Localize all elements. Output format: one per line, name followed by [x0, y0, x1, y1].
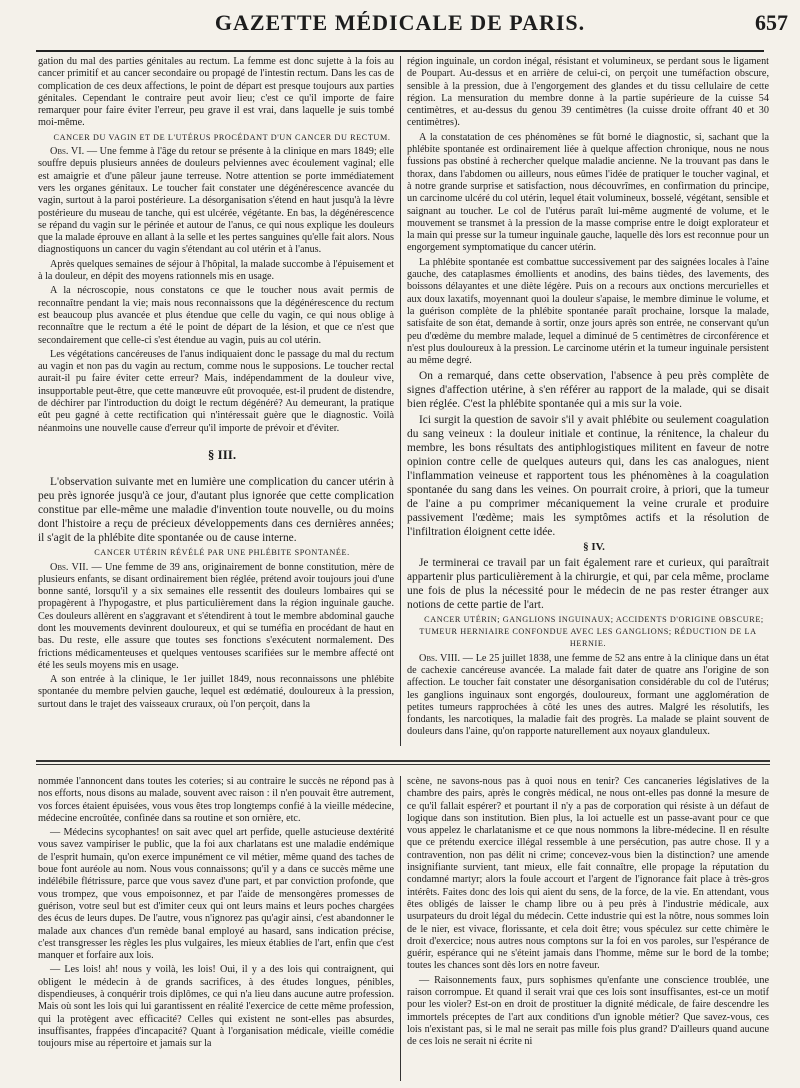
paragraph: Ici surgit la question de savoir s'il y avait phlébite ou seulement coagulation du sang veineux : la douleur initiale et continue, la rénitence, la chaleur du membre, les bons résultats des antiphlogistiques militent en faveur de notre opinion contre celle de quelques auteurs qui, dans les cas analogues, nient l'inflammation veineuse et rapportent tous les phénomènes à la coagulation spontanée du sang dans les veines. On pourrait croire, à priori, que la tumeur de l'aine a pu comprimer mécaniquement la veine crurale et produire passivement l'œdème; mais les symptômes actifs et la résolution de l'infiltration éloignent cette idée. [407, 414, 769, 539]
column-lower-left [38, 776, 394, 1081]
case-heading: CANCER UTÉRIN; GANGLIONS INGUINAUX; ACCIDENTS D'ORIGINE OBSCURE; TUMEUR HERNIAIRE CONFONDUE AVEC LES GANGLIONS; RÉDUCTION DE LA HERNIE. [419, 614, 764, 649]
paragraph: A la constatation de ces phénomènes se fût borné le diagnostic, si, sachant que la phlébite spontanée est ordinairement liée à quelque affection chronique, nous ne nous fussions pas obstiné à rechercher quelque maladie ancienne. Ne la trouvant pas dans le thorax, dans l'abdomen ou ailleurs, nous eûmes l'idée de pratiquer le toucher vaginal, et à notre grande surprise et satisfaction, nous découvrîmes, en confirmation du principe, un carcinome ulcéré du col utérin, lequel était volumineux, bosselé, végétant, sensible et saignant au toucher. Le col de l'utérus paraît lui-même augmenté de volume, et le mouvement se transmet à la pression de la masse comprise entre le doigt explorateur et la main qui presse sur la tumeur inguinale gauche, laquelle dès lors est reconnue pour un engorgement symptomatique du cancer utérin. [407, 131, 769, 254]
page-header [0, 0, 800, 50]
paragraph: nommée l'annoncent dans toutes les coteries; si au contraire le succès ne répond pas à nos efforts, nous disons au malade, souvent avec raison : il n'en pouvait être autrement, vos forces étaient épuisées, vous vous êtes trop longtemps confié à la vieille médecine, médecine encroûtée, confinée dans sa routine et son ornière, etc. [38, 776, 394, 824]
feuilleton-rule-thin [36, 764, 770, 765]
paragraph: A la nécroscopie, nous constatons ce que le toucher nous avait permis de reconnaître pendant la vie; mais nous reconnaissons que la dégénérescence du rectum est beaucoup plus avancée et plus étendue que celle du vagin, ce qui nous oblige à reconnaître que le rectum a été le point de départ de la lésion, et que ce n'est que secondairement que celle-ci s'est étendue au vagin, puis au col utérin. [38, 285, 394, 346]
observation-label: Obs. VII. [50, 561, 89, 573]
paragraph: Je terminerai ce travail par un fait également rare et curieux, qui paraîtrait appartenir plus particulièrement à la chirurgie, et qui, par cela même, proclame une fois de plus la nécessité pour le médecin de ne pas rester étranger aux notions de cette partie de l'art. [407, 556, 769, 611]
observation-text: — Le 25 juillet 1838, une femme de 52 ans entre à la clinique dans un état de cachexie cancéreuse avancée. La malade fait dater de quatre ans l'origine de son affection. Le toucher fait constater une désorganisation considérable du col de l'utérus; les ganglions inguinaux sont engorgés, douloureux, formant une agglomération de petites tumeurs rapprochées à côté les unes des autres. Malgré les résolutifs, les fondants, les narcotiques, la maladie fait des progrès. La malade se plaint souvent de douleurs dans l'aine, qu'on rapporte naturellement aux noyaux glanduleux. [407, 652, 769, 738]
paragraph: A son entrée à la clinique, le 1er juillet 1849, nous reconnaissons une phlébite spontanée du membre pelvien gauche, lequel est œdématié, douloureux à la pression, surtout dans le trajet des vaisseaux cruraux, où l'on perçoit, dans la [38, 674, 394, 710]
header-rule [36, 50, 764, 52]
column-divider [400, 56, 401, 746]
observation-paragraph [38, 562, 394, 673]
section-heading: § IV. [583, 541, 605, 554]
observation-label: Obs. VIII. [419, 652, 461, 664]
observation-text: — Une femme à l'âge du retour se présente à la clinique en mars 1849; elle souffre depuis plusieurs années de douleurs pelviennes avec écoulement vaginal; elle est amaigrie et d'une pâleur jaune terreuse. Notre attention se porte immédiatement vers les organes génitaux. Le toucher fait constater une dégénérescence avancée du vagin, surtout à la paroi postérieure. La désorganisation s'étend en haut jusqu'à la lèvre postérieure du museau de tanche, qui est ulcérée, végétante. En bas, la dégénérescence se répand du vagin sur le périnée et autour de l'anus, ce qui nous explique les douleurs que la malade éprouve en allant à la selle et les pertes sanguines qu'elle fait alors. Nous diagnostiquons un cancer du vagin s'étendant au col utérin et à l'anus. [38, 146, 394, 256]
observation-paragraph [38, 146, 394, 257]
paragraph: Les végétations cancéreuses de l'anus indiquaient donc le passage du mal du rectum au vagin et non pas du vagin au rectum, comme nous le supposions. Le toucher rectal aurait-il pu faire éviter cette erreur? Mais, indépendamment de la douleur vive, insupportable peut-être, que cette manœuvre eût provoquée, est-il prudent de distendre, de déchirer par l'introduction du doigt le rectum dégénéré? Au demeurant, la pratique eût peu gagné à cette rectification qui n'intéressait guère que le diagnostic. Voilà néanmoins une nouvelle cause d'erreur qu'il importe de prévoir et d'éviter. [38, 348, 394, 434]
column-upper-right [407, 56, 769, 746]
case-heading: CANCER UTÉRIN RÉVÉLÉ PAR UNE PHLÉBITE SPONTANÉE. [94, 548, 350, 558]
observation-text: — Une femme de 39 ans, originairement de bonne constitution, mère de plusieurs enfants, se disant ordinairement bien réglée, prétend avoir toujours joui d'une bonne santé, lorsqu'il y a six semaines elle ressentit des douleurs lombaires qui se propagèrent à l'hypogastre, et plus particulièrement dans la région inguinale gauche. Ces douleurs allèrent en s'aggravant et s'étendirent à tout le membre abdominal gauche dont les mouvements devinrent douloureux, et qui se tuméfia en procédant de haut en bas. Du reste, elle assure que toutes ses fonctions s'exécutent normalement. Des frictions médicamenteuses et quelques ventouses scarifiées sur le membre affecté ont été les seuls moyens mis en usage. [38, 561, 394, 671]
paragraph: scène, ne savons-nous pas à quoi nous en tenir? Ces cancaneries législatives de la chambre des pairs, après le congrès médical, ne nous ont-elles pas donné la mesure de ce qu'il fallait espérer? et pourtant il n'y a pas de corporation qui résiste à un défaut de logique dans son institution. Bien plus, la loi actuelle est un passe-avant pour ce que vous appelez le charlatanisme et ce que nous nommons la libre-médecine. Il en résulte que ce prétendu exercice illégal ressemble à une persécution, pas autre chose. Il y a contravention, non pas délit ni crime; concevez-vous bien la distinction? une amende insignifiante survient, tant mieux, elle fait connaître, elle propage la réputation du condamné martyr; alors la foule accourt et l'argent de l'ignorance fait place à très-gros intérêts. Faites donc des lois qui aient du sens, de la force, de la vie. En attendant, vous êtes obligés de laisser le champ libre ou à peu près à l'industrie médicale, aux usurpateurs du droit légal du médecin. Cette industrie qui est la nôtre, nous sommes loin de le nier, est vivace, florissante, et cela doit être; vous spéculez sur cette chimère le droit d'exercice; nous autres nous comptons sur la foi en vos paroles, sur l'espérance de guérir, espérance qui ne s'éteint jamais dans l'homme, même sur le bord de la tombe; toutes les chances sont dès lors en notre faveur. [407, 776, 769, 972]
paragraph: Après quelques semaines de séjour à l'hôpital, la malade succombe à l'épuisement et à la douleur, en dépit des moyens rationnels mis en usage. [38, 258, 394, 283]
case-heading: CANCER DU VAGIN ET DE L'UTÉRUS PROCÉDANT D'UN CANCER DU RECTUM. [53, 132, 391, 142]
feuilleton-rule [36, 760, 770, 762]
paragraph: — Médecins sycophantes! on sait avec quel art perfide, quelle astucieuse dextérité vous savez vampiriser le public, que la foi aux charlatans est une maladie endémique de l'esprit humain, qu'on exerce impunément ce vil métier, même quand des taches de boue font auréole au nom. Nous vous connaissons; qu'il y a dans ce succès même une indélébile flétrissure, parce que vous savez d'une part, et par conviction profonde, que vous trompez, que vous empoisonnez, et par l'aide de mensongères promesses de guérison, votre seul but est d'imiter ceux qui ont leurs mains et leurs poches chargées des écus de leurs dupes. De l'autre, vous n'ignorez pas qu'agir ainsi, c'est abandonner le malade aux chances d'un remède banal employé au hasard, sans indication précise, c'est transgresser les règles les plus vulgaires, les mieux établies de l'art, enfin que c'est manquer et forfaire aux lois. [38, 827, 394, 962]
column-lower-right [407, 776, 769, 1081]
column-upper-left [38, 56, 394, 746]
observation-paragraph [407, 653, 769, 739]
paragraph: — Raisonnements faux, purs sophismes qu'enfante une conscience troublée, une raison corrompue. Et quand il serait vrai que ces lois sont insuffisantes, est-ce un motif pour les violer? Est-on en droit de prostituer la dignité médicale, de faire descendre les immortels préceptes de l'art aux conditions d'un ignoble métier? Que savez-vous, ces lois n'existant pas, si le mal ne serait pas mille fois plus grand? D'ailleurs quand aucune de ces lois ne serait ni écrite ni [407, 974, 769, 1048]
paragraph: gation du mal des parties génitales au rectum. La femme est donc sujette à la fois au cancer primitif et au cancer secondaire ou propagé de l'intestin rectum. Dans les cas de complication de ces deux affections, le point de départ est presque toujours aux parties génitales. Cependant le contraire peut avoir lieu; c'est ce qu'il importe de faire remarquer pour faire éviter l'erreur, peu grave il est vrai, dans laquelle je suis tombé moi-même. [38, 56, 394, 129]
section-heading: § III. [207, 446, 237, 462]
column-divider [400, 776, 401, 1081]
paragraph: La phlébite spontanée est combattue successivement par des saignées locales à l'aine gauche, des cataplasmes émollients et anodins, des bains tièdes, des lavements, des boissons délayantes et une diète légère. Puis on a recours aux onctions mercurielles et aux doux laxatifs, moyennant quoi la douleur s'apaise, le membre diminue le volume, et la guérison complète de la phlébite spontanée paraît prochaine, lorsque la malade, satisfaite de son état, demande à sortir, onze jours après son entrée, ne conservant qu'un peu d'œdème du membre malade, lequel a diminué de 5 centimètres de circonférence et n'est plus douloureux à la pression. Le carcinome utérin et la tumeur inguinale persistent au même degré. [407, 256, 769, 367]
page-number: 657 [755, 10, 788, 35]
journal-title: GAZETTE MÉDICALE DE PARIS. [214, 10, 586, 35]
paragraph: On a remarqué, dans cette observation, l'absence à peu près complète de signes d'affection utérine, à s'en référer au rapport de la malade, qui se disait bien réglée. C'est la phlébite spontanée qui a mis sur la voie. [407, 370, 769, 411]
paragraph: région inguinale, un cordon inégal, résistant et volumineux, se perdant sous le ligament de Poupart. Au-dessus et en arrière de celui-ci, on perçoit une tuméfaction obscure, sensible à la pression, due à l'engorgement des glandes et du tissu cellulaire de cette région. La mensuration du membre donne à la partie supérieure de la cuisse 54 centimètres, et au-dessus du genou 39 centimètres (la cuisse droite offrant 40 et 30 centimètres). [407, 56, 769, 129]
observation-label: Obs. VI. [50, 146, 85, 158]
paragraph: — Les lois! ah! nous y voilà, les lois! Oui, il y a des lois qui contraignent, qui obligent le médecin à de grands sacrifices, à des études longues, pénibles, dispendieuses, à conquérir trois diplômes, ce qui n'a lieu dans aucune autre profession. Mais où sont les lois qui lui garantissent en réalité l'exercice de cette même profession, qui la protègent avec efficacité? Celles qui existent ne sont-elles pas absurdes, insuffisantes, frappées d'incapacité? Quant à l'organisation médicale, vieille comédie toujours mise au répertoire et jamais sur la [38, 964, 394, 1050]
paragraph: L'observation suivante met en lumière une complication du cancer utérin à peu près ignorée jusqu'à ce jour, d'autant plus ignorée que cette complication constitue par elle-même une maladie d'invention toute nouvelle, ou du moins dont l'histoire a reçu de précieux développements dans ces dernières années; il s'agit de la phlébite dite spontanée ou de cause interne. [38, 476, 394, 545]
